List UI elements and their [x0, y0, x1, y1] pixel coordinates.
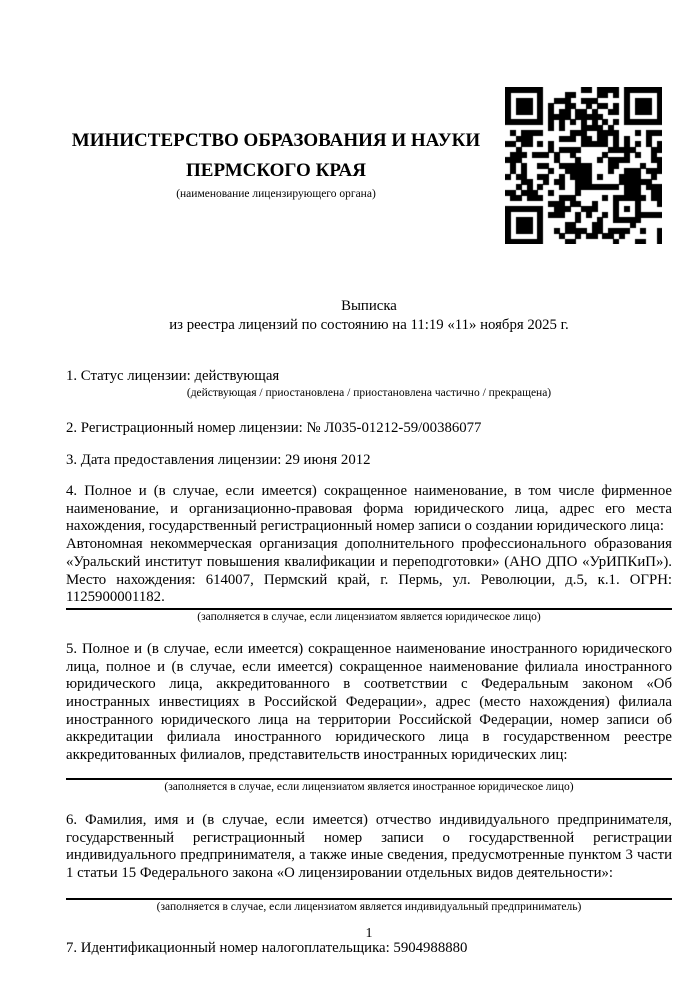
qr-code-icon	[505, 87, 662, 244]
item-individual-entrepreneur	[66, 812, 672, 915]
item-license-status	[66, 367, 672, 401]
document-title: Выписка	[341, 298, 397, 314]
page-number: 1	[365, 926, 373, 941]
foreign-entity-label: 5. Полное и (в случае, если имеется) сокращенное наименование иностранного юридического лица, полное и (в случае, если имеется) сокращенное наименование филиала иностранного юридического лица, аккредитованного в соответствии с Федеральным законом «Об иностранных инвестициях в Российской Федерации», адрес (место нахождения) филиала иностранного юридического лица на территории Российской Федерации, номер записи об аккредитации филиала иностранного юридического лица в государственном реестре аккредитованных филиалов, представительств иностранных юридических лиц:	[66, 640, 672, 764]
entrepreneur-value	[66, 883, 672, 897]
registration-number-text: 2. Регистрационный номер лицензии: № Л035-01212-59/00386077	[66, 420, 482, 436]
item-grant-date	[66, 451, 672, 470]
license-status-text: 1. Статус лицензии: действующая	[66, 368, 280, 384]
entrepreneur-caption: (заполняется в случае, если лицензиатом является индивидуальный предприниматель)	[156, 900, 582, 913]
document-title-block	[66, 297, 672, 335]
foreign-entity-caption: (заполняется в случае, если лицензиатом является иностранное юридическое лицо)	[164, 780, 574, 793]
license-status-caption: (действующая / приостановлена / приостановлена частично / прекращена)	[186, 387, 552, 399]
licensing-authority-header	[66, 126, 486, 201]
authority-caption: (наименование лицензирующего органа)	[176, 188, 376, 200]
item-registration-number	[66, 419, 672, 438]
item-foreign-entity	[66, 641, 672, 795]
legal-entity-label: 4. Полное и (в случае, если имеется) сокращенное наименование, в том числе фирменное наименование, и организационно-правовая форма юридического лица, адрес его места нахождения, государственный регистрационный номер записи о создании юридического лица:	[66, 483, 672, 535]
legal-entity-value: Автономная некоммерческая организация дополнительного профессионального образования «Уральский институт повышения квалификации и переподготовки» (АНО ДПО «УрИПКиП»). Место нахождения: 614007, Пермский край, г. Пермь, ул. Революции, д.5, к.1. ОГРН: 1125900001182.	[66, 536, 672, 606]
legal-entity-caption: (заполняется в случае, если лицензиатом является юридическое лицо)	[197, 610, 541, 623]
document-body	[66, 367, 672, 958]
taxpayer-number-text: 7. Идентификационный номер налогоплательщика: 5904988880	[66, 939, 468, 956]
entrepreneur-label: 6. Фамилия, имя и (в случае, если имеется) отчество индивидуального предпринимателя, государственный регистрационный номер записи о государственной регистрации индивидуального предпринимателя, а также иные сведения, предусмотренные пунктом 3 части 1 статьи 15 Федерального закона «О лицензировании отдельных видов деятельности»:	[66, 811, 672, 881]
document-subtitle: из реестра лицензий по состоянию на 11:19 «11» ноября 2025 г.	[169, 317, 569, 333]
item-legal-entity	[66, 483, 672, 625]
authority-name-line1: МИНИСТЕРСТВО ОБРАЗОВАНИЯ И НАУКИ	[71, 130, 481, 151]
authority-name-line2: ПЕРМСКОГО КРАЯ	[186, 160, 366, 181]
foreign-entity-value	[66, 765, 672, 777]
grant-date-text: 3. Дата предоставления лицензии: 29 июня 2012	[66, 452, 371, 468]
